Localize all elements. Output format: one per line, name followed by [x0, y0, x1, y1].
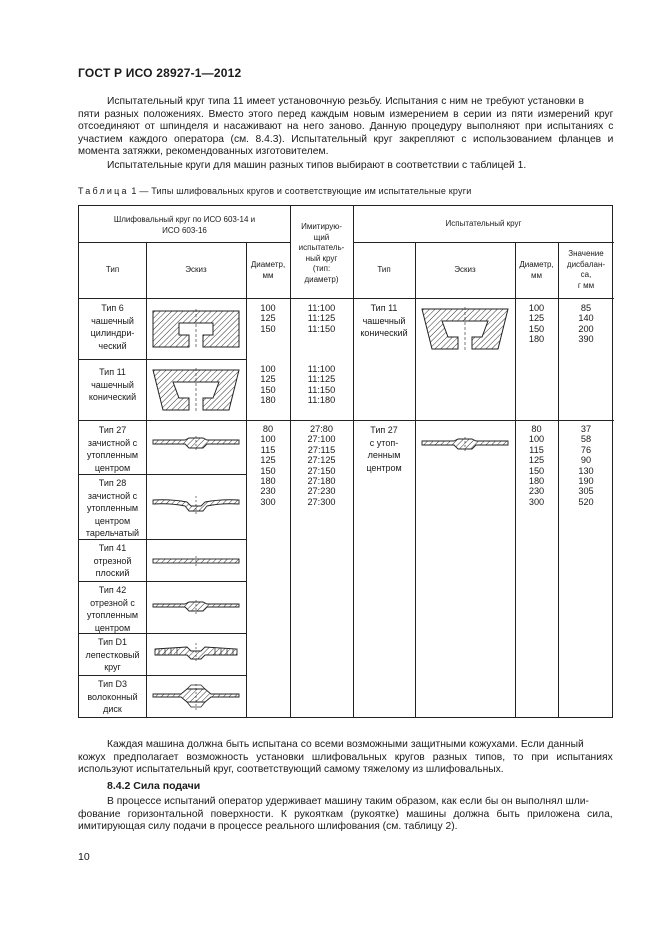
text-line: Испытательный круг типа 11 имеет установочную резьбу. Испытания с ним не требуют установки в — [107, 96, 584, 107]
grid-line — [146, 242, 147, 717]
grid-line — [415, 242, 416, 717]
depressed-cutoff-wheel-sketch — [151, 600, 241, 614]
text-line: имитирующая силу подачи в процессе реального шлифования (см. таблицу 2). — [78, 821, 458, 833]
imbalance-value: 37 — [580, 424, 592, 434]
diameter-value: 230 — [260, 486, 276, 497]
test-cup-conical-wheel-sketch — [420, 307, 510, 351]
header-type: Тип — [105, 265, 120, 274]
saucer-wheel-sketch — [151, 496, 241, 514]
type-line: центром — [94, 462, 131, 473]
depressed-center-wheel-sketch — [151, 436, 241, 450]
imbalance-value: 85 — [580, 303, 592, 313]
type-line: центром — [94, 622, 131, 633]
type-11-simulating — [290, 364, 353, 406]
imbalance-value: 130 — [578, 465, 594, 476]
type-line: отрезной — [93, 555, 132, 566]
type-line: центром — [94, 515, 131, 526]
header-simulating-wheel — [290, 222, 353, 285]
diameter-value: 115 — [260, 444, 276, 455]
diameter-value: 180 — [260, 475, 276, 486]
header-grinding-wheel — [79, 215, 290, 236]
sim-value: 27:230 — [307, 486, 336, 497]
grid-line — [79, 675, 246, 676]
flat-cutoff-wheel-sketch — [151, 556, 241, 566]
type-line: цилиндри- — [90, 328, 135, 339]
header-line: мм — [531, 270, 542, 280]
type-line: Тип D3 — [97, 679, 127, 689]
grid-line — [79, 298, 614, 299]
intro-paragraph-1 — [78, 96, 613, 159]
diameter-value: 100 — [260, 434, 276, 445]
type-line: зачистной с — [87, 437, 138, 448]
type-line: центром — [366, 462, 402, 473]
sim-value: 11:125 — [307, 374, 336, 385]
text-line: используют испытательный круг, соответствующий самому тяжелому из шлифовальных. — [78, 764, 504, 776]
diameter-value: 180 — [528, 334, 545, 345]
type-line: конический — [88, 392, 137, 403]
diameter-value: 150 — [260, 465, 276, 476]
type-line: Тип 27 — [98, 425, 127, 435]
sim-value: 11:150 — [307, 323, 336, 334]
guard-paragraph — [78, 739, 613, 777]
header-line: испытатель- — [298, 243, 345, 252]
intro-paragraph-2 — [78, 160, 613, 173]
diameter-value: 300 — [260, 496, 276, 507]
grid-line — [79, 242, 290, 243]
text-line: Испытательные круги для машин разных типов выбирают в соответствии с таблицей 1. — [107, 160, 527, 171]
header-line: мм — [262, 270, 274, 280]
header-line: ный круг — [305, 253, 338, 263]
diameter-value: 100 — [260, 303, 276, 313]
type-11-label — [79, 366, 146, 404]
type-line: Тип 27 — [370, 425, 398, 435]
diameter-value: 100 — [528, 434, 545, 445]
type-d3-label — [79, 678, 146, 716]
type-6-simulating — [290, 303, 353, 334]
grid-line — [79, 420, 614, 421]
group-2-simulating — [290, 424, 353, 507]
text-line: кожух предполагает возможность установки шлифовальных кругов разных типов, то при испытаниях — [78, 751, 613, 763]
diameter-value: 150 — [528, 323, 545, 334]
header-line: г мм — [577, 280, 595, 290]
sim-value: 27:115 — [307, 444, 336, 455]
flap-disc-sketch — [151, 643, 241, 663]
imbalance-value: 200 — [578, 323, 594, 334]
imbalance-value: 76 — [580, 444, 592, 455]
type-27-label — [79, 424, 146, 474]
sim-value: 27:125 — [307, 455, 336, 466]
document-header: ГОСТ Р ИСО 28927-1—2012 — [78, 66, 242, 80]
text-line: момента затяжки, рекомендованных изготовителем. — [78, 146, 329, 158]
header-line: (тип: — [312, 264, 331, 273]
diameter-value: 150 — [260, 384, 276, 395]
grid-line — [79, 359, 246, 360]
sim-value: 11:100 — [307, 364, 336, 374]
text-line: В процессе испытаний оператор удерживает машину таким образом, как если бы он выполнял шли- — [107, 796, 589, 807]
type-line: Тип D1 — [97, 637, 127, 647]
header-line: дисбалан- — [566, 259, 606, 269]
sim-value: 27:300 — [307, 496, 336, 507]
type-line: утопленным — [86, 503, 139, 514]
test-1-imbalance — [558, 303, 614, 345]
diameter-value: 100 — [528, 303, 545, 313]
header-line: Шлифовальный круг по ИСО 603-14 и — [113, 215, 256, 224]
fibre-disc-sketch — [151, 684, 241, 710]
type-line: Тип 6 — [101, 303, 124, 313]
sim-value: 27:80 — [310, 424, 333, 434]
imbalance-value: 390 — [578, 334, 594, 345]
header-sketch: Эскиз — [185, 265, 207, 274]
type-42-label — [79, 584, 146, 634]
text-line: Каждая машина должна быть испытана со всеми возможными защитными кожухами. Если данный — [107, 739, 584, 750]
header-line: Диаметр, — [250, 260, 286, 269]
diameter-value: 300 — [528, 496, 545, 507]
text-line: участием каждого оператора (см. 8.4.3). Испытательный круг закрепляют с использованием фланцев и — [78, 133, 614, 145]
type-line: конический — [360, 328, 408, 339]
table-caption — [78, 186, 471, 196]
sim-value: 11:180 — [307, 395, 336, 406]
diameter-value: 125 — [260, 374, 276, 385]
imbalance-value: 140 — [578, 313, 594, 324]
sim-value: 11:100 — [307, 303, 336, 313]
page-number: 10 — [78, 851, 90, 863]
test-2-imbalance — [558, 424, 614, 507]
diameter-value: 80 — [531, 424, 542, 434]
type-line: ческий — [98, 340, 127, 351]
type-6-label — [79, 302, 146, 352]
sim-value: 11:150 — [307, 384, 336, 395]
feed-force-paragraph — [78, 796, 613, 834]
sim-value: 27:150 — [307, 465, 336, 476]
header-line: Значение — [568, 249, 604, 258]
diameter-value: 115 — [529, 444, 544, 455]
imbalance-value: 520 — [578, 496, 594, 507]
type-line: утопленным — [86, 450, 139, 461]
type-line: зачистной с — [87, 490, 138, 501]
section-title: 8.4.2 Сила подачи — [107, 780, 201, 792]
group-2-diameters — [246, 424, 290, 507]
wheel-types-table — [78, 205, 613, 718]
type-line: чашечный — [91, 315, 134, 326]
diameter-value: 80 — [262, 424, 274, 434]
header-test-type: Тип — [377, 265, 391, 274]
test-1-diameters — [515, 303, 558, 345]
test-type-27-label — [353, 424, 415, 474]
type-28-label — [79, 477, 146, 540]
diameter-value: 125 — [260, 455, 276, 466]
type-d1-label — [79, 636, 146, 674]
type-11-diameters — [246, 364, 290, 406]
caption-text: — Типы шлифовальных кругов и соответствующие им испытательные круги — [136, 186, 472, 196]
type-line: диск — [103, 704, 122, 715]
type-6-diameters — [246, 303, 290, 334]
header-imbalance — [558, 249, 614, 291]
header-diameter — [246, 260, 290, 281]
type-line: тарельчатый — [85, 528, 140, 539]
diameter-value: 180 — [260, 395, 276, 406]
diameter-value: 230 — [528, 486, 545, 497]
cup-conical-wheel-sketch — [151, 368, 241, 412]
type-line: чашечный — [91, 379, 134, 390]
imbalance-value: 90 — [580, 455, 592, 466]
sim-value: 11:125 — [307, 313, 336, 324]
header-line: ИСО 603-16 — [162, 225, 207, 235]
imbalance-value: 58 — [580, 434, 592, 445]
imbalance-value: 190 — [578, 475, 594, 486]
diameter-value: 125 — [528, 313, 545, 324]
diameter-value: 150 — [528, 465, 545, 476]
type-line: утопленным — [86, 610, 139, 621]
type-41-label — [79, 542, 146, 580]
text-line: отсоединяют от шпинделя и насаживают на него заново. Данную процедуру выполняют при испытаниях с — [78, 121, 614, 133]
caption-number: 1 — [131, 186, 137, 196]
type-line: с утоп- — [369, 437, 399, 448]
diameter-value: 150 — [260, 323, 276, 334]
type-line: круг — [104, 662, 121, 673]
sim-value: 27:180 — [307, 475, 336, 486]
imbalance-value: 305 — [578, 486, 594, 497]
text-line: пяти разных положениях. Вместо этого перед каждым новым измерением в серии из пяти измерений круг — [78, 108, 614, 120]
header-test-sketch: Эскиз — [454, 265, 476, 274]
type-line: чашечный — [362, 315, 406, 326]
header-line: щий — [313, 232, 330, 242]
diameter-value: 180 — [528, 475, 545, 486]
sim-value: 27:100 — [307, 434, 336, 445]
test-2-diameters — [515, 424, 558, 507]
diameter-value: 125 — [528, 455, 545, 466]
type-line: лепестковый — [85, 649, 140, 660]
type-line: отрезной с — [90, 597, 135, 608]
type-line: Тип 11 — [99, 367, 126, 377]
type-line: Тип 28 — [98, 478, 127, 488]
test-type-11-label — [353, 302, 415, 340]
type-line: Тип 41 — [98, 543, 127, 553]
test-depressed-center-wheel-sketch — [420, 437, 510, 451]
type-line: плоский — [95, 568, 130, 579]
header-line: Имитирую- — [301, 222, 342, 231]
type-line: ленным — [367, 450, 401, 461]
header-line: са, — [580, 270, 592, 279]
type-line: Тип 42 — [98, 585, 127, 595]
caption-label: Таблица — [78, 186, 129, 196]
grid-line — [79, 581, 246, 582]
diameter-value: 125 — [260, 313, 276, 324]
cup-cylindrical-wheel-sketch — [151, 309, 241, 349]
type-line: Тип 11 — [370, 303, 398, 313]
diameter-value: 100 — [260, 364, 276, 374]
grid-line — [353, 242, 614, 243]
header-test-diameter — [515, 260, 558, 281]
header-line: диаметр) — [304, 274, 339, 284]
text-line: фование горизонтальной поверхности. К рукояткам (рукоятке) машины должна быть приложена сила, — [78, 808, 613, 820]
header-line: Диаметр, — [519, 260, 554, 269]
header-test-wheel: Испытательный круг — [445, 219, 522, 228]
type-line: волоконный — [87, 691, 138, 702]
